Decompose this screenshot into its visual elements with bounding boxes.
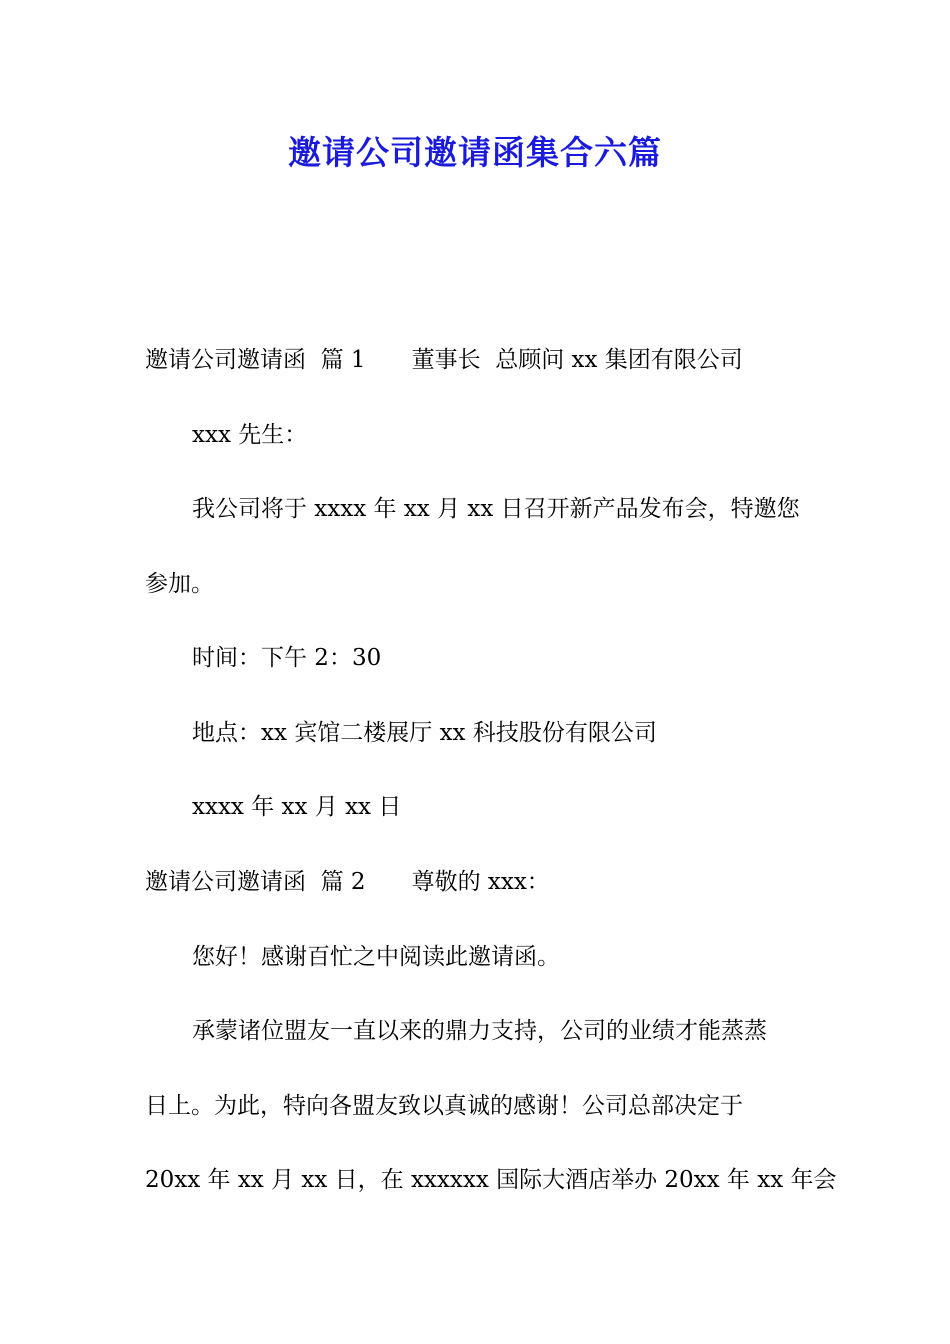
- date-line: xxxx 年 xx 月 xx 日: [192, 794, 402, 820]
- document-title: 邀请公司邀请函集合六篇: [288, 133, 662, 172]
- location-line: 地点：xx 宾馆二楼展厅 xx 科技股份有限公司: [192, 720, 657, 746]
- section-heading-2: [145, 865, 815, 899]
- body-paragraph-line: 我公司将于 xxxx 年 xx 月 xx 日召开新产品发布会，特邀您: [192, 496, 800, 522]
- body-paragraph-line: 承蒙诸位盟友一直以来的鼎力支持，公司的业绩才能蒸蒸: [192, 1018, 767, 1044]
- time-line: 时间：下午 2：30: [192, 645, 382, 671]
- body-paragraph-line: 参加。: [145, 571, 214, 597]
- body-paragraph-line: 20xx 年 xx 月 xx 日，在 xxxxxx 国际大酒店举办 20xx 年 xx 年会: [145, 1167, 837, 1193]
- section-heading-label: 邀请公司邀请函 篇 1: [145, 347, 366, 373]
- section-heading-1: [145, 343, 815, 377]
- body-paragraph-line: 您好！感谢百忙之中阅读此邀请函。: [192, 944, 560, 970]
- salutation: 尊敬的 xxx：: [411, 869, 550, 895]
- section-heading-label: 邀请公司邀请函 篇 2: [145, 869, 366, 895]
- recipient-line: 董事长 总顾问 xx 集团有限公司: [411, 347, 743, 373]
- body-paragraph-line: 日上。为此，特向各盟友致以真诚的感谢！公司总部决定于: [145, 1093, 743, 1119]
- salutation: xxx 先生：: [192, 422, 308, 448]
